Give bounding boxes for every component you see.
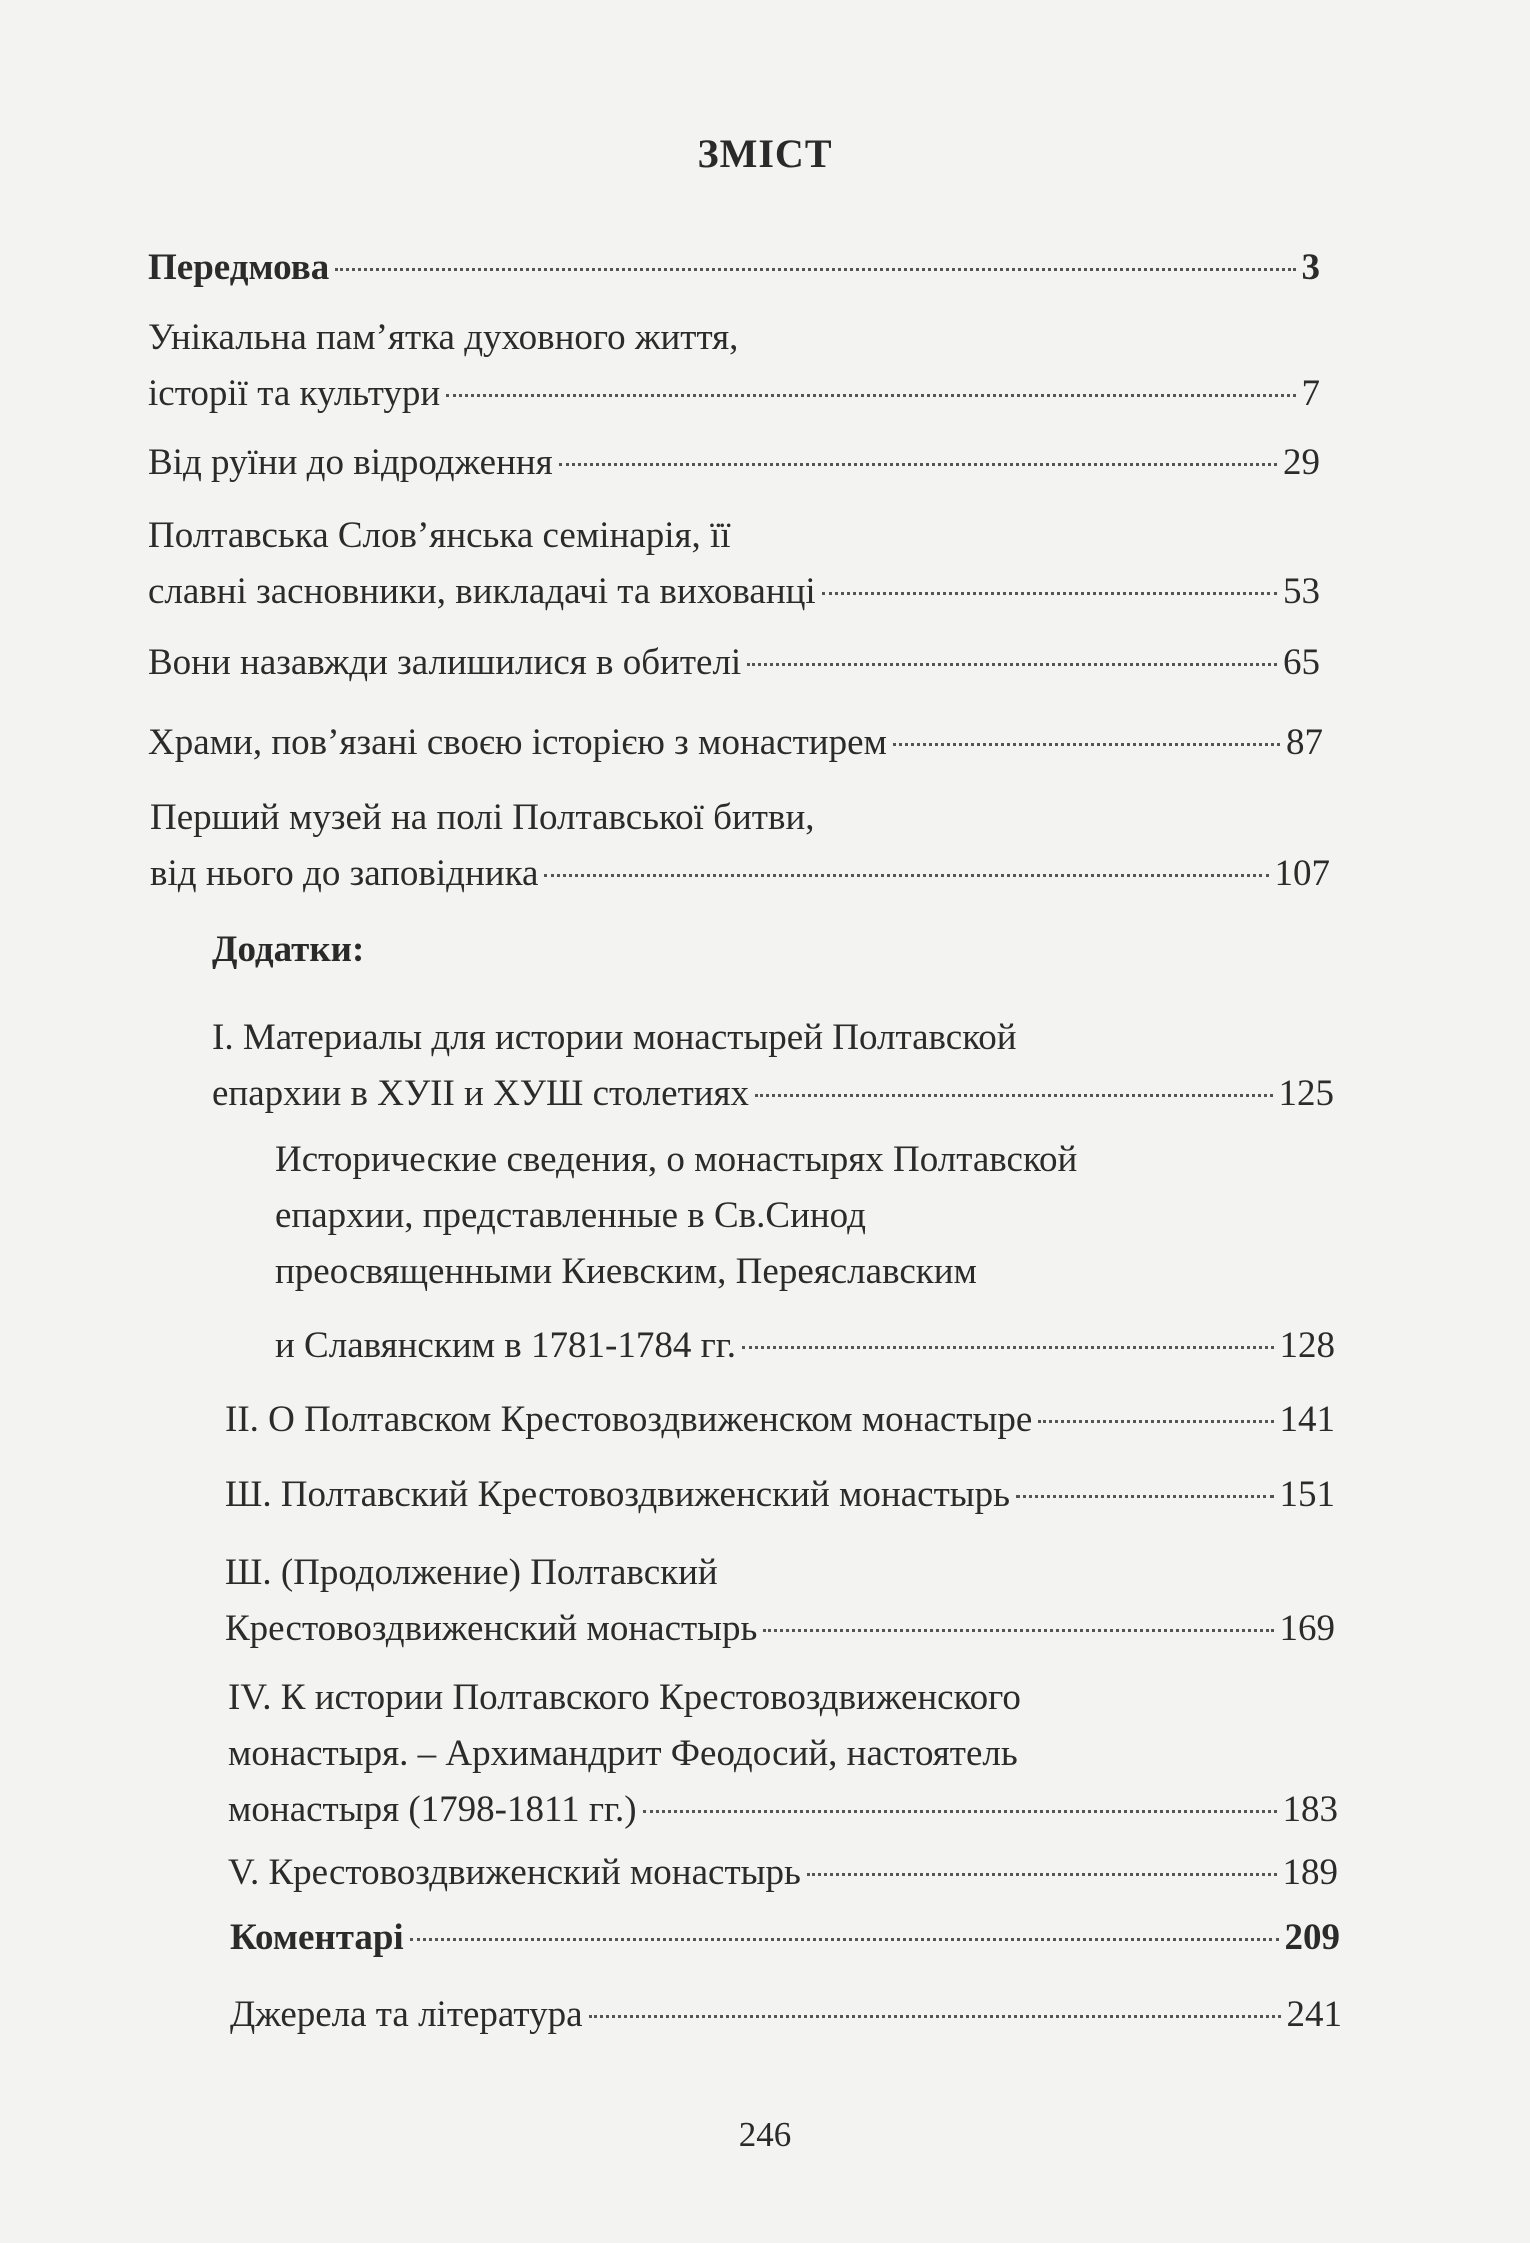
entry-line: Унікальна пам’ятка духовного життя, — [148, 317, 739, 358]
leader-dots — [747, 663, 1277, 666]
entry-text: II. О Полтавском Крестовоздвиженском монастыре — [225, 1399, 1033, 1440]
entry-page: 65 — [1283, 642, 1320, 683]
leader-dots — [807, 1873, 1277, 1876]
entry-text: епархии в ХУІІ и ХУШ столетиях — [212, 1073, 750, 1114]
entry-line: Ш. (Продолжение) Полтавский — [225, 1552, 718, 1593]
entry-line: Исторические сведения, о монастырях Полтавской — [275, 1139, 1078, 1180]
entry-page: 183 — [1282, 1789, 1338, 1830]
entry-page: 128 — [1279, 1325, 1335, 1366]
leader-dots — [763, 1629, 1273, 1632]
leader-dots — [1016, 1495, 1274, 1498]
entry-page: 107 — [1274, 853, 1330, 894]
entry-line: монастыря. – Архимандрит Феодосий, настоятель — [228, 1733, 1018, 1774]
entry-text: Від руїни до відродження — [148, 442, 553, 483]
toc-entry — [225, 1392, 1335, 1448]
entry-text: Передмова — [148, 247, 330, 288]
toc-entry — [148, 240, 1320, 296]
entry-page: 169 — [1279, 1608, 1335, 1649]
toc-entry — [150, 790, 1330, 902]
toc-entry — [148, 310, 1320, 422]
toc-entry — [212, 1010, 1334, 1122]
entry-page: 87 — [1286, 722, 1323, 763]
entry-page: 3 — [1301, 247, 1320, 288]
leader-dots — [755, 1094, 1272, 1097]
entry-text: славні засновники, викладачі та вихованці — [148, 571, 816, 612]
toc-entry — [228, 1670, 1338, 1838]
entry-line: Перший музей на полі Полтавської битви, — [150, 797, 815, 838]
leader-dots — [446, 394, 1295, 397]
entry-text: и Славянским в 1781-1784 гг. — [275, 1325, 737, 1366]
entry-text: історії та культури — [148, 373, 441, 414]
entry-text: Ш. Полтавский Крестовоздвиженский монастырь — [225, 1474, 1010, 1515]
leader-dots — [589, 2015, 1281, 2018]
leader-dots — [559, 463, 1277, 466]
entry-line: IV. К истории Полтавского Крестовоздвиженского — [228, 1677, 1021, 1718]
entry-page: 29 — [1283, 442, 1320, 483]
toc-entry — [230, 1987, 1342, 2043]
entry-page: 141 — [1279, 1399, 1335, 1440]
entry-line: преосвященными Киевским, Переяславским — [275, 1251, 977, 1292]
leader-dots — [822, 592, 1277, 595]
entry-text: V. Крестовоздвиженский монастырь — [228, 1852, 801, 1893]
leader-dots — [1038, 1420, 1273, 1423]
entry-line: епархии, представленные в Св.Синод — [275, 1195, 866, 1236]
entry-page: 125 — [1278, 1073, 1334, 1114]
entry-page: 209 — [1284, 1917, 1340, 1958]
entry-line: Полтавська Слов’янська семінарія, її — [148, 515, 731, 556]
entry-text: Коментарі — [230, 1917, 404, 1958]
leader-dots — [643, 1810, 1277, 1813]
entry-text: монастыря (1798-1811 гг.) — [228, 1789, 637, 1830]
leader-dots — [893, 743, 1280, 746]
entry-text: Джерела та література — [230, 1994, 583, 2035]
toc-entry — [148, 635, 1320, 691]
toc-entry — [225, 1545, 1335, 1657]
toc-entry — [230, 1910, 1340, 1966]
entry-page: 7 — [1301, 373, 1320, 414]
entry-page: 189 — [1282, 1852, 1338, 1893]
page-number: 246 — [738, 2115, 792, 2154]
entry-text: Вони назавжди залишилися в обителі — [148, 642, 742, 683]
entry-text: Крестовоздвиженский монастырь — [225, 1608, 758, 1649]
appendix-heading: Додатки: — [212, 929, 365, 970]
toc-entry — [148, 435, 1320, 491]
leader-dots — [544, 874, 1268, 877]
leader-dots — [410, 1938, 1279, 1941]
leader-dots — [742, 1346, 1273, 1349]
entry-text: від нього до заповідника — [150, 853, 539, 894]
toc-entry — [275, 1132, 1335, 1374]
page-title: ЗМІСТ — [697, 131, 833, 176]
entry-page: 151 — [1279, 1474, 1335, 1515]
entry-line: I. Материалы для истории монастырей Полтавской — [212, 1017, 1017, 1058]
leader-dots — [335, 268, 1295, 271]
toc-entry — [228, 1845, 1338, 1901]
toc-entry — [225, 1467, 1335, 1523]
toc-entry — [148, 508, 1320, 620]
entry-text: Храми, пов’язані своєю історією з монастирем — [148, 722, 887, 763]
toc-entry — [148, 715, 1323, 771]
entry-page: 241 — [1286, 1994, 1342, 2035]
entry-page: 53 — [1283, 571, 1320, 612]
